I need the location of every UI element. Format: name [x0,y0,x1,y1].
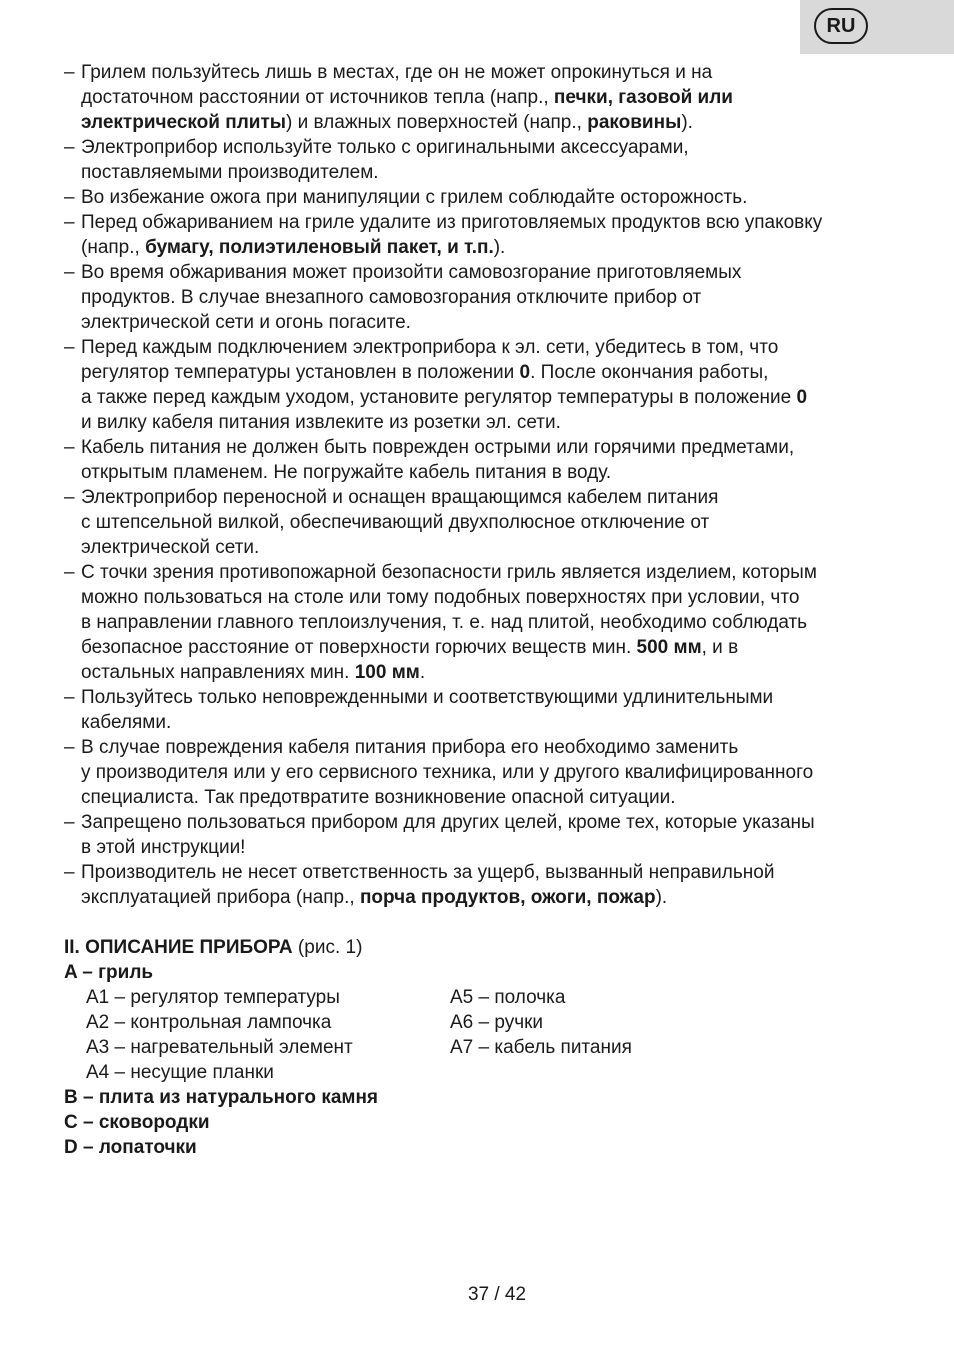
list-item-line [81,610,894,635]
list-item-line [81,810,894,835]
language-tab [800,0,954,54]
list-item [64,210,894,260]
list-item-line [81,335,894,360]
list-item-line [81,860,894,885]
component-item: A4 – несущие планки [86,1062,274,1083]
list-item [64,335,894,435]
component-item: A2 – контрольная лампочка [86,1012,332,1033]
list-item-line [81,585,894,610]
body-text: ). [681,112,693,133]
list-item-line [81,685,894,710]
list-item-line [81,385,894,410]
body-text: электрической сети. [81,537,260,558]
component-item: A6 – ручки [450,1012,544,1033]
list-item-line [81,435,894,460]
body-text: (напр., [81,237,146,258]
component-item: A1 – регулятор температуры [86,987,340,1008]
body-text: В случае повреждения кабеля питания прибора его необходимо заменить [81,737,739,758]
body-text: с штепсельной вилкой, обеспечивающий двухполюсное отключение от [81,512,710,533]
group-d-label: D – лопаточки [64,1137,197,1158]
body-text: ) и влажных поверхностей (напр., [286,112,588,133]
safety-instructions-list [64,60,894,910]
list-item [64,685,894,735]
body-text: ). [655,887,668,908]
list-item-line [81,735,894,760]
body-text: поставляемыми производителем. [81,162,379,183]
device-description-section [64,935,894,1160]
section-heading [64,935,894,960]
emphasis-text: 500 мм [636,637,702,658]
list-item [64,735,894,810]
component-item: A3 – нагревательный элемент [86,1037,353,1058]
body-text: . [419,662,426,683]
list-item-line [81,485,894,510]
body-text: Во время обжаривания может произойти самовозгорание приготовляемых [81,262,742,283]
list-item [64,435,894,485]
emphasis-text: 0 [796,387,808,408]
body-text: эксплуатацией прибора (напр., [81,887,360,908]
body-text: специалиста. Так предотвратите возникновение опасной ситуации. [81,787,676,808]
list-item [64,485,894,560]
list-item-line [81,260,894,285]
body-text: Запрещено пользоваться прибором для других целей, кроме тех, которые указаны [81,812,815,833]
body-text: Кабель питания не должен быть поврежден острыми или горячими предметами, [81,437,795,458]
body-text: . После окончания работы, [530,362,769,383]
list-item-line [81,885,894,910]
list-item-line [81,135,894,160]
list-item-line [81,710,894,735]
body-text: достаточном расстоянии от источников тепла (напр., [81,87,554,108]
body-text: в направлении главного теплоизлучения, т. е. над плитой, необходимо соблюдать [81,612,808,633]
emphasis-text: 0 [519,362,531,383]
body-text: а также перед каждым уходом, установите регулятор температуры в положение [81,387,797,408]
body-text: Перед обжариванием на гриле удалите из приготовляемых продуктов всю упаковку [81,212,823,233]
body-text: открытым пламенем. Не погружайте кабель питания в воду. [81,462,612,483]
component-item: A5 – полочка [450,987,566,1008]
body-text: Во избежание ожога при манипуляции с грилем соблюдайте осторожность. [81,187,748,208]
list-item-line [81,210,894,235]
list-item-line [81,835,894,860]
body-text: ). [493,237,506,258]
list-item [64,185,894,210]
section-heading-figure-ref: (рис. 1) [292,937,363,958]
emphasis-text: раковины [587,112,682,133]
list-item-line [81,360,894,385]
list-item [64,60,894,135]
list-item [64,135,894,185]
component-item: A7 – кабель питания [450,1037,632,1058]
list-item-line [81,185,894,210]
list-item [64,860,894,910]
emphasis-text: печки, газовой или [553,87,733,108]
group-c-label: C – сковородки [64,1112,210,1133]
body-text: у производителя или у его сервисного техника, или у другого квалифицированного [81,762,814,783]
page-number: 37 / 42 [467,1284,527,1305]
group-b-label: B – плита из натурального камня [64,1087,379,1108]
body-text: остальных направлениях мин. [81,662,355,683]
body-text: можно пользоваться на столе или тому подобных поверхностях при условии, что [81,587,800,608]
list-item-line [81,560,894,585]
list-item-line [81,60,894,85]
group-a-label: A – гриль [64,962,154,983]
list-item-line [81,635,894,660]
language-badge: RU [814,8,868,44]
body-text: продуктов. В случае внезапного самовозгорания отключите прибор от [81,287,702,308]
list-item-line [81,785,894,810]
body-text: Электроприбор используйте только с оригинальными аксессуарами, [81,137,689,158]
body-text: безопасное расстояние от поверхности горючих веществ мин. [81,637,637,658]
list-item-line [81,460,894,485]
component-list [64,985,894,1085]
body-text: , и в [701,637,739,658]
list-item-line [81,510,894,535]
body-text: Перед каждым подключением электроприбора к эл. сети, убедитесь в том, что [81,337,779,358]
group-b-heading [64,1085,894,1110]
body-text: в этой инструкции! [81,837,246,858]
body-text: регулятор температуры установлен в положении [81,362,520,383]
emphasis-text: бумагу, полиэтиленовый пакет, и т.п. [145,237,494,258]
list-item-line [81,160,894,185]
emphasis-text: электрической плиты [81,112,287,133]
body-text: Грилем пользуйтесь лишь в местах, где он не может опрокинуться и на [81,62,713,83]
component-column-left [86,985,450,1085]
list-item-line [81,310,894,335]
list-item [64,810,894,860]
group-c-heading [64,1110,894,1135]
list-item-line [81,285,894,310]
body-text: электрической сети и огонь погасите. [81,312,411,333]
group-d-heading [64,1135,894,1160]
list-item-line [81,235,894,260]
list-item [64,560,894,685]
list-item-line [81,760,894,785]
list-item-line [81,660,894,685]
page-content [64,60,894,1160]
list-item-line [81,535,894,560]
list-item-line [81,85,894,110]
body-text: и вилку кабеля питания извлеките из розетки эл. сети. [81,412,561,433]
list-item-line [81,410,894,435]
list-item [64,260,894,335]
component-column-right [450,985,632,1060]
body-text: С точки зрения противопожарной безопасности гриль является изделием, которым [81,562,817,583]
body-text: Пользуйтесь только неповрежденными и соответствующими удлинительными [81,687,774,708]
body-text: кабелями. [81,712,172,733]
emphasis-text: порча продуктов, ожоги, пожар [359,887,656,908]
group-a-heading [64,960,894,985]
body-text: Производитель не несет ответственность за ущерб, вызванный неправильной [81,862,775,883]
list-item-line [81,110,894,135]
emphasis-text: 100 мм [354,662,420,683]
section-heading-title: II. ОПИСАНИЕ ПРИБОРА [64,937,293,958]
body-text: Электроприбор переносной и оснащен вращающимся кабелем питания [81,487,719,508]
